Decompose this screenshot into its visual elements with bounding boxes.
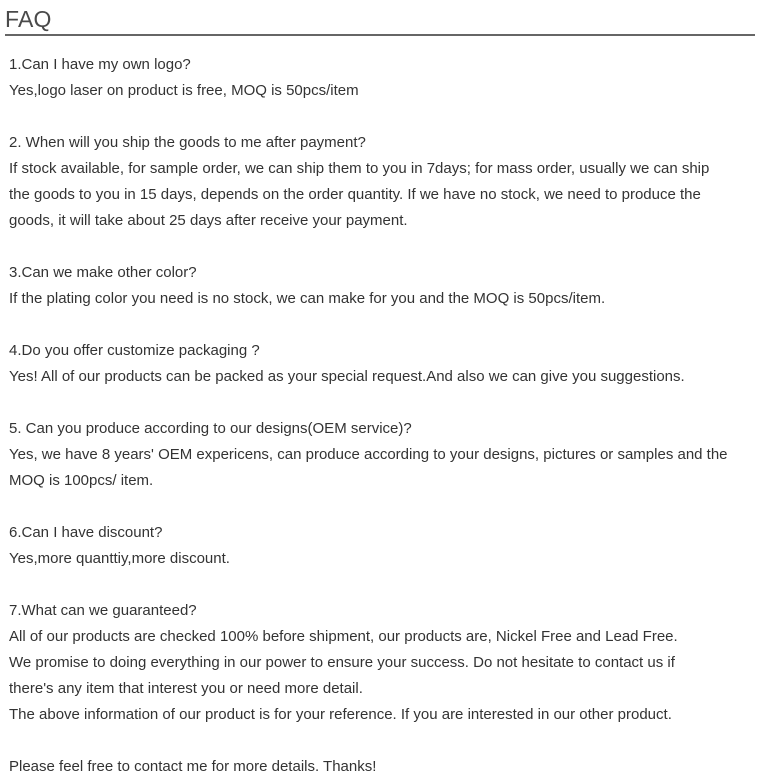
page-title: FAQ xyxy=(5,6,52,32)
faq-answer: Yes, we have 8 years' OEM expericens, can produce according to your designs, pictures or samples and the xyxy=(9,446,728,463)
faq-item-discount xyxy=(9,520,754,572)
faq-item-shipping xyxy=(9,130,754,234)
faq-answer: goods, it will take about 25 days after receive your payment. xyxy=(9,212,408,229)
faq-question: 4.Do you offer customize packaging ? xyxy=(9,342,260,359)
faq-answer: The above information of our product is for your reference. If you are interested in our other product. xyxy=(9,706,672,723)
faq-question: 1.Can I have my own logo? xyxy=(9,56,191,73)
faq-question: 3.Can we make other color? xyxy=(9,264,197,281)
faq-item-oem xyxy=(9,416,754,494)
faq-content xyxy=(9,52,754,780)
faq-question: 6.Can I have discount? xyxy=(9,524,163,541)
faq-question: 5. Can you produce according to our designs(OEM service)? xyxy=(9,420,412,437)
closing-note: Please feel free to contact me for more details. Thanks! xyxy=(9,758,377,775)
faq-question: 7.What can we guaranteed? xyxy=(9,602,197,619)
faq-answer: the goods to you in 15 days, depends on the order quantity. If we have no stock, we need to produce the xyxy=(9,186,701,203)
faq-answer: MOQ is 100pcs/ item. xyxy=(9,472,154,489)
faq-item-guarantee xyxy=(9,598,754,728)
faq-item-packaging xyxy=(9,338,754,390)
faq-answer: Yes,more quanttiy,more discount. xyxy=(9,550,230,567)
faq-question: 2. When will you ship the goods to me after payment? xyxy=(9,134,366,151)
faq-item-color xyxy=(9,260,754,312)
faq-answer: All of our products are checked 100% before shipment, our products are, Nickel Free and Lead Free. xyxy=(9,628,678,645)
faq-answer: Yes! All of our products can be packed as your special request.And also we can give you suggestions. xyxy=(9,368,685,385)
faq-answer: We promise to doing everything in our power to ensure your success. Do not hesitate to contact us if xyxy=(9,654,675,671)
faq-answer: there's any item that interest you or need more detail. xyxy=(9,680,363,697)
faq-item-logo xyxy=(9,52,754,104)
faq-answer: If the plating color you need is no stock, we can make for you and the MOQ is 50pcs/item. xyxy=(9,290,606,307)
faq-answer: If stock available, for sample order, we can ship them to you in 7days; for mass order, usually we can ship xyxy=(9,160,710,177)
faq-header xyxy=(5,2,755,36)
faq-answer: Yes,logo laser on product is free, MOQ is 50pcs/item xyxy=(9,82,359,99)
